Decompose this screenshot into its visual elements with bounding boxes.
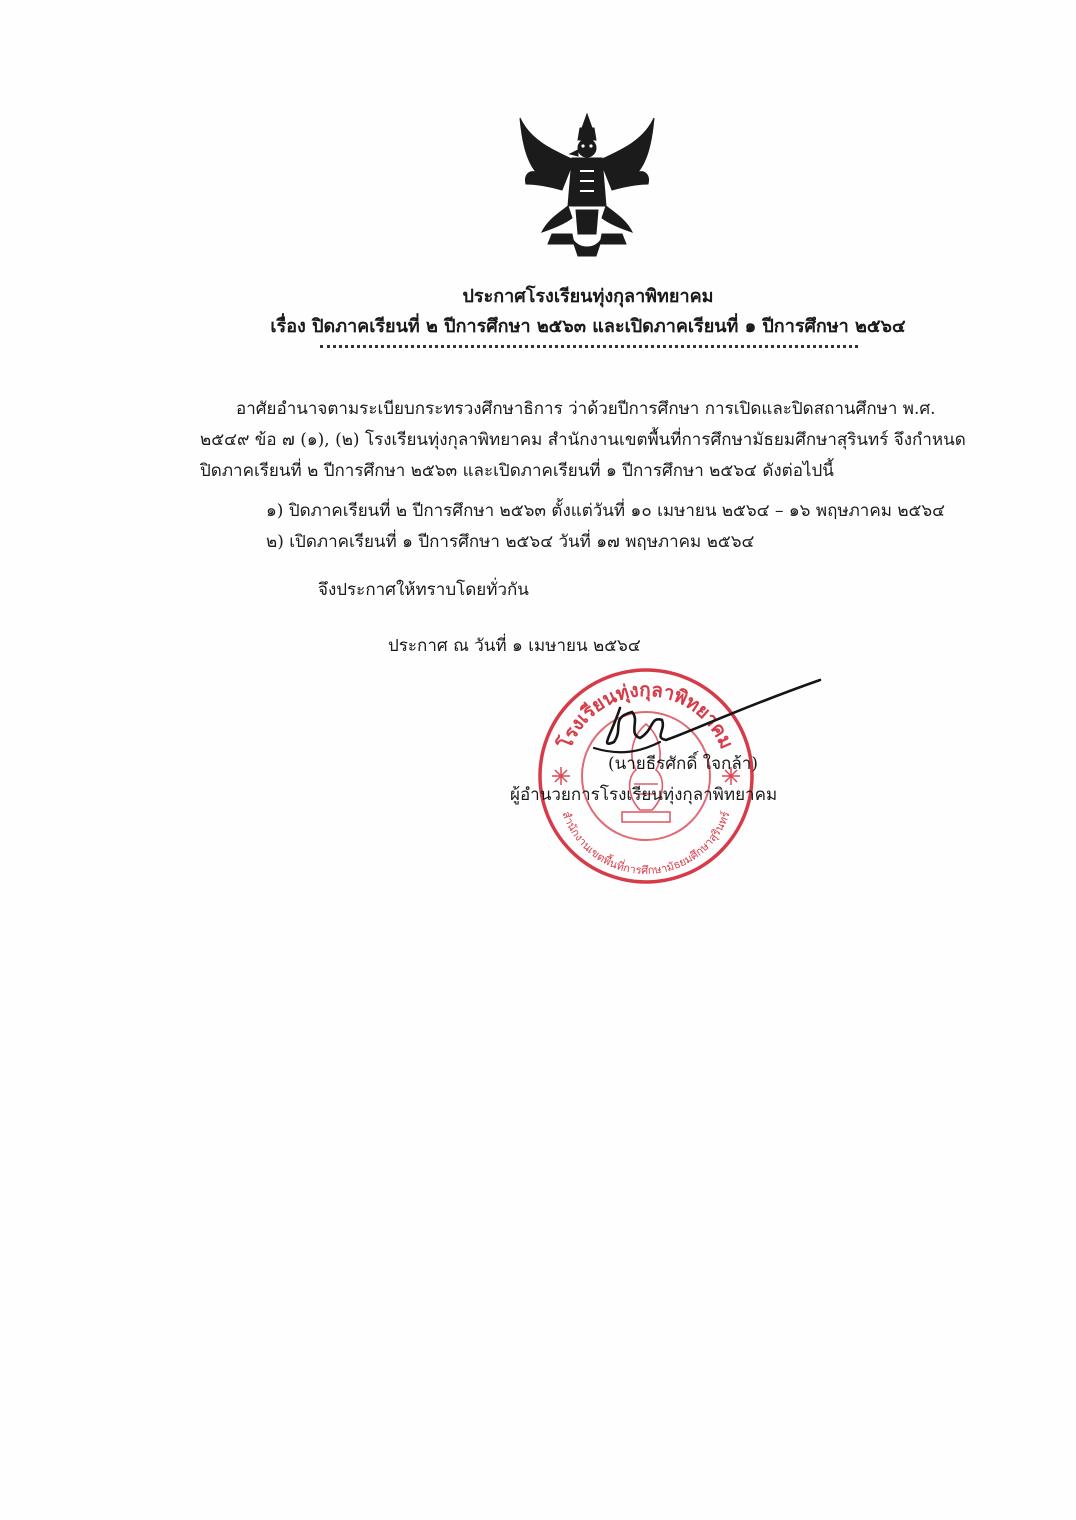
svg-text:โรงเรียนทุ่งกุลาพิทยาคม: โรงเรียนทุ่งกุลาพิทยาคม	[554, 678, 738, 753]
list-item: ๒) เปิดภาคเรียนที่ ๑ ปีการศึกษา ๒๕๖๔ วันที่ ๑๗ พฤษภาคม ๒๕๖๔	[266, 532, 755, 552]
signer-name: (นายธีรศักดิ์ ใจกล้า)	[608, 754, 758, 774]
signer-position: ผู้อำนวยการโรงเรียนทุ่งกุลาพิทยาคม	[510, 785, 778, 805]
body-line-1: อาศัยอำนาจตามระเบียบกระทรวงศึกษาธิการ ว่าด้วยปีการศึกษา การเปิดและปิดสถานศึกษา พ.ศ.	[236, 399, 936, 419]
dotted-divider	[320, 345, 858, 351]
garuda-emblem-icon	[512, 110, 662, 260]
body-line-2: ๒๕๔๙ ข้อ ๗ (๑), (๒) โรงเรียนทุ่งกุลาพิทยาคม สำนักงานเขตพื้นที่การศึกษามัธยมศึกษาสุรินทร์ จึงกำหนด	[200, 430, 966, 450]
announcement-date: ประกาศ ณ วันที่ ๑ เมษายน ๒๕๖๔	[388, 636, 641, 656]
svg-text:สำนักงานเขตพื้นที่การศึกษามัธย: สำนักงานเขตพื้นที่การศึกษามัธยมศึกษาสุรินทร์	[559, 809, 733, 878]
closing-statement: จึงประกาศให้ทราบโดยทั่วกัน	[318, 580, 529, 600]
announcement-title: ประกาศโรงเรียนทุ่งกุลาพิทยาคม	[462, 286, 714, 307]
list-item: ๑) ปิดภาคเรียนที่ ๒ ปีการศึกษา ๒๕๖๓ ตั้งแต่วันที่ ๑๐ เมษายน ๒๕๖๔ – ๑๖ พฤษภาคม ๒๕๖๔	[266, 501, 946, 521]
body-line-3: ปิดภาคเรียนที่ ๒ ปีการศึกษา ๒๕๖๓ และเปิดภาคเรียนที่ ๑ ปีการศึกษา ๒๕๖๔ ดังต่อไปนี้	[200, 461, 834, 481]
announcement-subject: เรื่อง ปิดภาคเรียนที่ ๒ ปีการศึกษา ๒๕๖๓ และเปิดภาคเรียนที่ ๑ ปีการศึกษา ๒๕๖๔	[270, 316, 906, 337]
